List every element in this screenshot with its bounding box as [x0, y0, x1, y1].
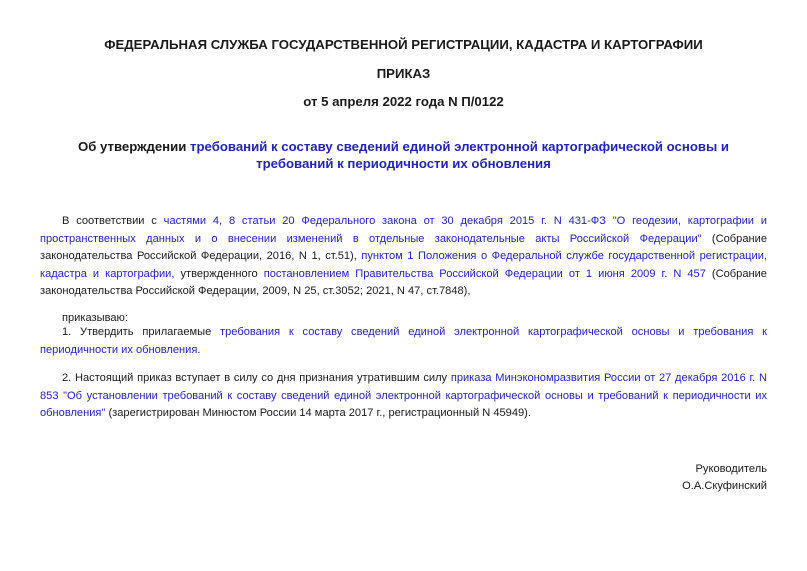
regulation-link[interactable]: пунктом 1 Положения о Федеральной службе государственной регистрации, кадастра и картографии — [40, 250, 768, 280]
item-1-text-1: 1. Утвердить прилагаемые — [62, 326, 221, 338]
agency-heading: ФЕДЕРАЛЬНАЯ СЛУЖБА ГОСУДАРСТВЕННОЙ РЕГИСТРАЦИИ, КАДАСТРА И КАРТОГРАФИИ — [104, 37, 703, 52]
document-date-number: от 5 апреля 2022 года N П/0122 — [303, 94, 504, 109]
preamble-text-3: , утвержденного — [171, 267, 264, 280]
preamble-text-1: В соответствии с — [62, 215, 164, 227]
title-prefix: Об утверждении — [77, 139, 191, 154]
signatory-position: Руководитель — [695, 463, 767, 475]
preamble-text-2: (Собрание законодательства Российской Федерации, 2016, N 1, ст.51), — [40, 232, 767, 262]
government-decree-link[interactable]: постановлением Правительства Российской Федерации от 1 июня 2009 г. N 457 — [263, 267, 706, 280]
signatory-name: О.А.Скуфинский — [682, 480, 767, 492]
federal-law-link[interactable]: частями 4, 8 статьи 20 Федерального закона от 30 декабря 2015 г. N 431-ФЗ "О геодезии, картографии и пространственных данных и о внесении изменений в отдельные законодательные акты Российской Федерации" — [40, 215, 767, 245]
title-link[interactable]: требований к составу сведений единой электронной картографической основы и требований к периодичности их обновления — [190, 139, 730, 171]
item-2-paragraph — [40, 370, 767, 423]
previous-order-link[interactable]: приказа Минэкономразвития России от 27 декабря 2016 г. N 853 "Об установлении требований к составу сведений единой электронной картографической основы и требований к периодичности их обновления" — [40, 372, 767, 419]
orders-word: приказываю: — [62, 312, 128, 324]
item-1-paragraph — [40, 324, 767, 359]
item-2-text-2: (зарегистрирован Минюстом России 14 марта 2017 г., регистрационный N 45949). — [105, 407, 531, 419]
item-2-text-1: 2. Настоящий приказ вступает в силу со дня признания утратившим силу — [62, 372, 451, 384]
requirements-link[interactable]: требования к составу сведений единой электронной картографической основы и требования к периодичности их обновления — [40, 326, 767, 356]
document-type-heading: ПРИКАЗ — [376, 66, 431, 81]
document-title — [40, 138, 767, 172]
item-1-text-2: . — [197, 343, 201, 356]
preamble-paragraph — [40, 213, 767, 301]
preamble-text-4: (Собрание законодательства Российской Федерации, 2009, N 25, ст.3052; 2021, N 47, ст.7848), — [40, 267, 767, 297]
